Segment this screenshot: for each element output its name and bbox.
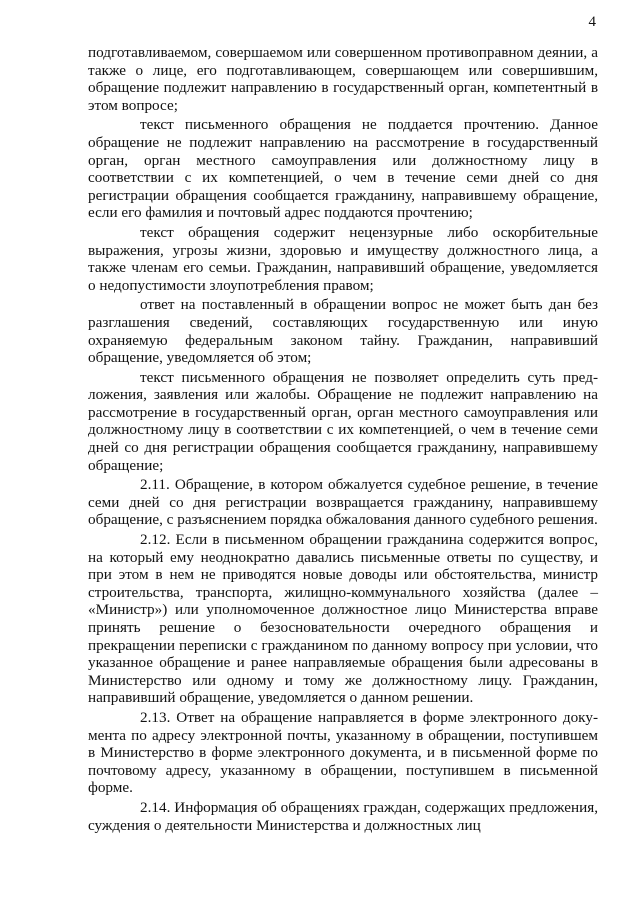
- paragraph-offensive-text: текст обращения содержит нецензурные либо оскорбительные выражения, угрозы жизни, здоровью и имуществу должностного лица, а также членам его семьи. Гражданин, направивший обращение, уведомляется о недопустимости злоупотребления правом;: [88, 223, 598, 294]
- paragraph-2-13: 2.13. Ответ на обращение направляется в форме электронного документа по адресу электронной почты, указанному в обращении, поступившем в Министерство в форме электронного документа, и в письменной форме по почтовому адресу, указанному в обращении, поступившем в письменной форме.: [88, 708, 598, 797]
- paragraph-undefined-essence: текст письменного обращения не позволяет определить суть предложения, заявления или жалобы. Обращение не подлежит направлению на рассмотрение в государственный орган, орган местного самоуправления или должностному лицу в соответствии с их компетенцией, о чем в течение семи дней со дня регистрации обращения сообщается гражданину, направившему обращение;: [88, 368, 598, 474]
- paragraph-2-12: 2.12. Если в письменном обращении гражданина содержится вопрос, на который ему неоднократно давались письменные ответы по существу, и при этом в нем не приводятся новые доводы или обстоятельства, министр строительства, транспорта, жилищно-коммунального хозяйства (далее – «Министр») или уполномоченное должностное лицо Министерства вправе принять решение о безосновательности очередного обращения и прекращении переписки с гражданином по данному вопросу при условии, что указанное обращение и ранее направляемые обращения были адресованы в Министерство или одному и тому же должностному лицу. Гражданин, направивший обращение, уведомляется о данном решении.: [88, 531, 598, 707]
- document-body: [88, 44, 598, 836]
- paragraph-unreadable-text: текст письменного обращения не поддается прочтению. Данное обращение не подлежит направлению на рассмотрение в государственный орган, орган местного самоуправления или должностному лицу в соответствии с их компетенцией, о чем в течение семи дней со дня регистрации обращения сообщается гражданину, направившему обращение, если его фамилия и почтовый адрес поддаются прочтению;: [88, 116, 598, 222]
- paragraph-2-14: 2.14. Информация об обращениях граждан, содержащих предложения, суждения о деятельности Министерства и должностных лиц: [88, 798, 598, 834]
- paragraph-continuation: подготавливаемом, совершаемом или совершенном противоправном деянии, а также о лице, его подготавливающем, совершающем или совершившим, обращение подлежит направлению в государственный орган, компетентный в этом вопросе;: [88, 44, 598, 114]
- paragraph-secret-info: ответ на поставленный в обращении вопрос не может быть дан без разглашения сведений, составляющих государственную или иную охраняемую федеральным законом тайну. Гражданин, направивший обращение, уведомляется об этом;: [88, 296, 598, 367]
- page-number: 4: [588, 14, 596, 30]
- paragraph-2-11: 2.11. Обращение, в котором обжалуется судебное решение, в течение семи дней со дня регистрации возвращается гражданину, направившему обращение, с разъяснением порядка обжалования данного судебного решения.: [88, 476, 598, 529]
